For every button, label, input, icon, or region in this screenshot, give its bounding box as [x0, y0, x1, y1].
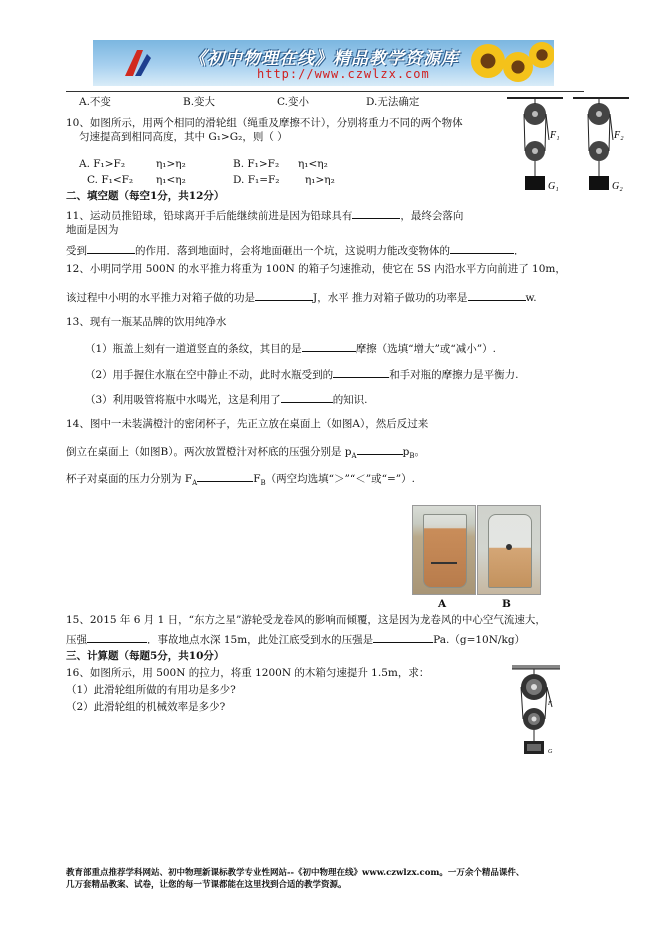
- q15-line1: 15、2015 年 6 月 1 日，“东方之星”游轮受龙卷风的影响而倾覆，这是因为龙卷风的中心空气流速大，: [66, 614, 546, 626]
- q13-sub1-suffix: 摩擦（选填“增大”或“减小”）.: [355, 343, 496, 355]
- label-g: G: [548, 749, 553, 755]
- q9-option-a: A.不变: [79, 96, 111, 108]
- q10-option-b-eff: η₁<η₂: [298, 158, 328, 170]
- q11-blank-1[interactable]: [352, 208, 400, 219]
- section-fill-in-heading: 二、填空题（每空1分，共12分）: [66, 190, 225, 202]
- q14-blank-1[interactable]: [357, 444, 403, 455]
- label-g2: G₂: [612, 181, 623, 192]
- q11-blank-3[interactable]: [450, 243, 514, 254]
- q14-sub-a-2: A: [192, 479, 198, 488]
- q13-blank-1[interactable]: [302, 341, 356, 352]
- q14-blank-2[interactable]: [197, 471, 253, 482]
- q11-line3-suffix: ．: [514, 245, 525, 257]
- q15-line2-prefix: 压强: [66, 634, 87, 646]
- photo-label-a: A: [438, 598, 447, 610]
- sunflower-icon: [471, 44, 505, 78]
- q13-blank-2[interactable]: [333, 367, 389, 378]
- q11-line1-prefix: 11、运动员推铅球，铅球离开手后能继续前进是因为铅球具有: [66, 210, 353, 222]
- label-f: F: [548, 701, 552, 707]
- q16-sub1: （1）此滑轮组所做的有用功是多少?: [66, 684, 236, 696]
- q14-line3-suffix: （两空均选填“＞”“＜”或“=”）.: [265, 473, 415, 485]
- q12-line2-middle: J，水平 推力对箱子做功的功率是: [313, 292, 468, 304]
- q15-line2-suffix: Pa.（g=10N/kg）: [433, 634, 526, 646]
- q13-sub2-prefix: （2）用手握住水瓶在空中静止不动，此时水瓶受到的: [85, 369, 334, 381]
- q12-line2-prefix: 该过程中小明的水平推力对箱子做的功是: [66, 292, 255, 304]
- q11-line3-middle: 的作用．落到地面时，会将地面砸出一个坑，这说明力能改变物体的: [135, 245, 450, 257]
- q16-line1: 16、如图所示，用 500N 的拉力，将重 1200N 的木箱匀速提升 1.5m，求：: [66, 667, 430, 679]
- q15-blank-1[interactable]: [87, 632, 147, 643]
- pulley-figure-q10: [507, 96, 632, 200]
- q14-line3-prefix: 杯子对桌面的压力分别为 F: [66, 473, 193, 485]
- q9-option-d: D.无法确定: [366, 96, 420, 108]
- q15-blank-2[interactable]: [373, 632, 433, 643]
- site-logo-icon: [121, 46, 155, 80]
- q14-line1: 14、图中一未装满橙汁的密闭杯子，先正立放在桌面上（如图A），然后反过来: [66, 418, 429, 430]
- banner-title: 《初中物理在线》精品教学资源库: [189, 49, 459, 69]
- q10-line1: 10、如图所示，用两个相同的滑轮组（绳重及摩擦不计），分别将重力不同的两个物体: [66, 117, 463, 129]
- q10-option-a-force: A. F₁>F₂: [79, 158, 126, 170]
- photo-cup-inverted: [477, 505, 541, 595]
- q10-line2: 匀速提高到相同高度，其中 G₁>G₂，则（ ）: [79, 131, 288, 143]
- q14-sub-b: B: [409, 452, 415, 461]
- q11-line2: 地面是因为: [66, 224, 119, 236]
- q14-sub-b-2: B: [260, 479, 266, 488]
- footer-line2: 几万套精品教案、试卷，让您的每一节课都能在这里找到合适的教学资源。: [66, 880, 347, 890]
- q10-option-c-force: C. F₁<F₂: [87, 174, 134, 186]
- section-calc-heading: 三、计算题（每题5分，共10分）: [66, 650, 225, 662]
- q12-blank-2[interactable]: [468, 290, 526, 301]
- q14-line3-middle: F: [253, 473, 261, 485]
- q12-line1: 12、小明同学用 500N 的水平推力将重为 100N 的箱子匀速推动，使它在 5S 内沿水平方向前进了 10m，: [66, 263, 566, 275]
- q11-blank-2[interactable]: [87, 243, 135, 254]
- q11-line3-prefix: 受到: [66, 245, 87, 257]
- q10-option-a-eff: η₁>η₂: [156, 158, 186, 170]
- q16-sub2: （2）此滑轮组的机械效率是多少?: [66, 701, 226, 713]
- label-f1: F₁: [550, 130, 560, 141]
- header-rule: [66, 91, 584, 92]
- q10-option-b-force: B. F₁>F₂: [233, 158, 280, 170]
- q14-line2-suffix: 。: [414, 446, 425, 458]
- banner-url[interactable]: http://www.czwlzx.com: [257, 67, 430, 81]
- q13-sub3-prefix: （3）利用吸管将瓶中水喝光，这是利用了: [85, 394, 281, 406]
- pulley-figure-q16: [510, 665, 562, 761]
- q13-sub2-suffix: 和手对瓶的摩擦力是平衡力.: [389, 369, 519, 381]
- label-f2: F₂: [614, 130, 624, 141]
- q13-blank-3[interactable]: [281, 392, 333, 403]
- q13-sub3-suffix: 的知识.: [332, 394, 368, 406]
- sunflower-icon: [529, 42, 554, 68]
- q14-sub-a: A: [351, 452, 357, 461]
- q15-line2-middle: ．事故地点水深 15m，此处江底受到水的压强是: [147, 634, 374, 646]
- photo-cup-upright: [412, 505, 476, 595]
- q9-option-b: B.变大: [183, 96, 216, 108]
- q14-line2-prefix: 倒立在桌面上（如图B）。两次放置橙汁对杯底的压强分别是 p: [66, 446, 352, 458]
- header-banner: [93, 40, 554, 86]
- q12-blank-1[interactable]: [255, 290, 313, 301]
- q13-sub1-prefix: （1）瓶盖上刻有一道道竖直的条纹，其目的是: [85, 343, 302, 355]
- q9-option-c: C.变小: [277, 96, 309, 108]
- photo-label-b: B: [502, 598, 511, 610]
- label-g1: G₁: [548, 181, 559, 192]
- q11-line1-suffix: ，最终会落向: [400, 210, 464, 222]
- q10-option-d-eff: η₁>η₂: [305, 174, 335, 186]
- q10-option-d-force: D. F₁=F₂: [233, 174, 280, 186]
- footer-line1: 教育部重点推荐学科网站、初中物理新课标教学专业性网站--《初中物理在线》www.czwlzx.com。一万余个精品课件、: [66, 868, 525, 878]
- q14-line2-middle: p: [402, 446, 410, 458]
- q12-line2-suffix: w.: [525, 292, 537, 304]
- q13-intro: 13、现有一瓶某品牌的饮用纯净水: [66, 316, 227, 328]
- q10-option-c-eff: η₁<η₂: [156, 174, 186, 186]
